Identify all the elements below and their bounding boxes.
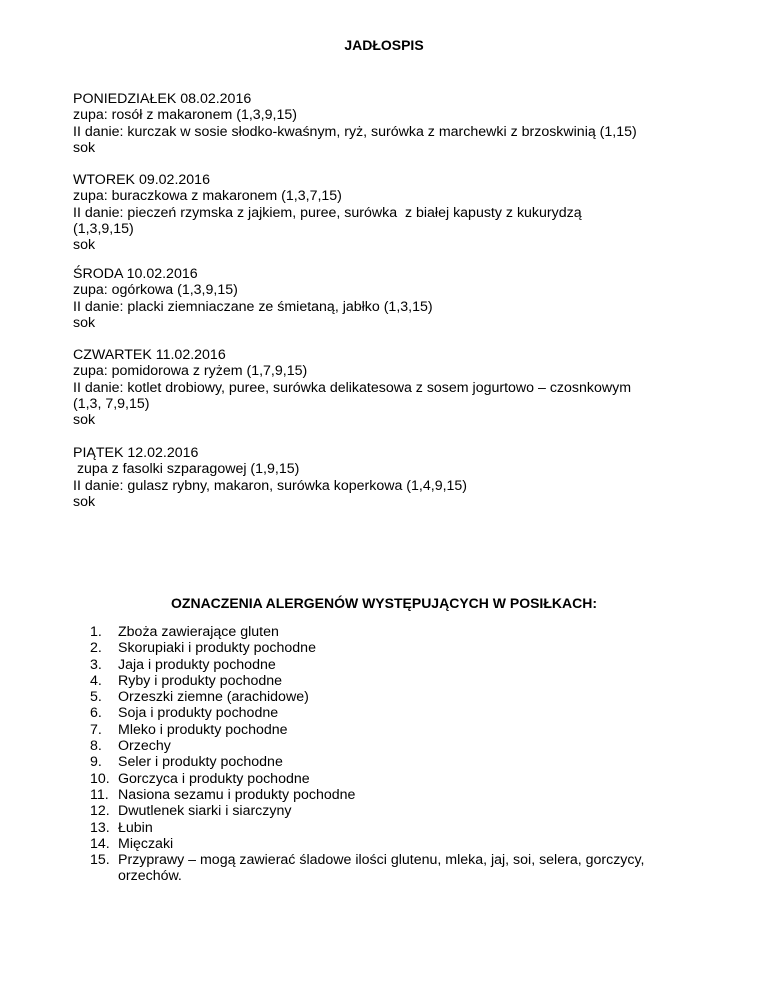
day-main-course: II danie: kotlet drobiowy, puree, surówka delikatesowa z sosem jogurtowo – czosnkowym bbox=[73, 379, 632, 396]
list-item bbox=[90, 852, 710, 885]
list-item-number: 9. bbox=[90, 754, 102, 771]
day-main-course-allergens: (1,3, 7,9,15) bbox=[73, 395, 150, 412]
day-main-course: II danie: placki ziemniaczane ze śmietaną, jabłko (1,3,15) bbox=[73, 298, 433, 315]
list-item-text: Skorupiaki i produkty pochodne bbox=[118, 640, 316, 657]
list-item-text: Dwutlenek siarki i siarczyny bbox=[118, 803, 292, 820]
list-item-text: Mleko i produkty pochodne bbox=[118, 721, 288, 738]
day-soup: zupa: pomidorowa z ryżem (1,7,9,15) bbox=[73, 363, 308, 380]
day-tuesday bbox=[73, 172, 713, 253]
day-thursday bbox=[73, 347, 713, 428]
day-drink: sok bbox=[73, 237, 96, 254]
day-main-course-allergens: (1,3,9,15) bbox=[73, 220, 134, 237]
list-item bbox=[90, 754, 710, 770]
page-title: JADŁOSPIS bbox=[344, 37, 424, 53]
list-item-text: Gorczyca i produkty pochodne bbox=[118, 770, 310, 787]
list-item-text: Przyprawy – mogą zawierać śladowe ilości glutenu, mleka, jaj, soi, selera, gorczycy, orzechów. bbox=[118, 852, 645, 885]
day-header: PONIEDZIAŁEK 08.02.2016 bbox=[73, 91, 252, 107]
day-drink: sok bbox=[73, 412, 96, 429]
list-item-text: Soja i produkty pochodne bbox=[118, 705, 279, 722]
list-item-text: Jaja i produkty pochodne bbox=[118, 656, 276, 673]
day-drink: sok bbox=[73, 314, 96, 331]
list-item-number: 2. bbox=[90, 640, 102, 657]
day-main-course: II danie: gulasz rybny, makaron, surówka koperkowa (1,4,9,15) bbox=[73, 477, 468, 494]
day-header: CZWARTEK 11.02.2016 bbox=[73, 347, 226, 363]
list-item-text: Orzechy bbox=[118, 738, 171, 755]
list-item bbox=[90, 657, 710, 673]
list-item-number: 4. bbox=[90, 672, 102, 689]
list-item bbox=[90, 640, 710, 656]
day-drink: sok bbox=[73, 493, 96, 510]
day-friday bbox=[73, 445, 713, 510]
day-header: ŚRODA 10.02.2016 bbox=[73, 266, 198, 282]
list-item-number: 13. bbox=[90, 819, 110, 836]
list-item bbox=[90, 689, 710, 705]
list-item-text: Zboża zawierające gluten bbox=[118, 624, 279, 640]
list-item bbox=[90, 836, 710, 852]
day-soup: zupa: rosół z makaronem (1,3,9,15) bbox=[73, 107, 297, 124]
list-item-text: Seler i produkty pochodne bbox=[118, 754, 283, 771]
day-drink: sok bbox=[73, 139, 96, 156]
list-item bbox=[90, 722, 710, 738]
list-item-number: 11. bbox=[90, 786, 109, 803]
list-item-text: Łubin bbox=[118, 819, 153, 836]
list-item-text: Nasiona sezamu i produkty pochodne bbox=[118, 786, 356, 803]
list-item bbox=[90, 787, 710, 803]
list-item-number: 3. bbox=[90, 656, 102, 673]
list-item bbox=[90, 624, 710, 640]
allergens-heading: OZNACZENIA ALERGENÓW WYSTĘPUJĄCYCH W POSIŁKACH: bbox=[171, 595, 597, 611]
day-soup: zupa: ogórkowa (1,3,9,15) bbox=[73, 282, 238, 299]
list-item-text: Orzeszki ziemne (arachidowe) bbox=[118, 689, 309, 706]
list-item bbox=[90, 673, 710, 689]
day-soup: zupa z fasolki szparagowej (1,9,15) bbox=[73, 461, 300, 478]
day-main-course: II danie: pieczeń rzymska z jajkiem, puree, surówka z białej kapusty z kukurydzą bbox=[73, 204, 582, 221]
list-item bbox=[90, 820, 710, 836]
day-soup: zupa: buraczkowa z makaronem (1,3,7,15) bbox=[73, 188, 342, 205]
list-item-number: 12. bbox=[90, 803, 110, 820]
list-item-text: Ryby i produkty pochodne bbox=[118, 672, 283, 689]
list-item-number: 7. bbox=[90, 721, 102, 738]
allergens-list bbox=[90, 624, 710, 885]
list-item-number: 1. bbox=[90, 624, 102, 640]
day-wednesday bbox=[73, 266, 713, 331]
list-item-number: 15. bbox=[90, 852, 110, 869]
day-header: WTOREK 09.02.2016 bbox=[73, 172, 210, 188]
list-item-number: 6. bbox=[90, 705, 102, 722]
list-item-number: 5. bbox=[90, 689, 102, 706]
list-item bbox=[90, 738, 710, 754]
list-item bbox=[90, 803, 710, 819]
list-item-number: 14. bbox=[90, 835, 110, 852]
list-item-number: 8. bbox=[90, 738, 102, 755]
day-main-course: II danie: kurczak w sosie słodko-kwaśnym, ryż, surówka z marchewki z brzoskwinią (1,15) bbox=[73, 123, 637, 140]
list-item bbox=[90, 705, 710, 721]
list-item-text: Mięczaki bbox=[118, 835, 174, 852]
list-item-number: 10. bbox=[90, 770, 110, 787]
list-item bbox=[90, 771, 710, 787]
day-monday bbox=[73, 91, 713, 156]
day-header: PIĄTEK 12.02.2016 bbox=[73, 445, 199, 461]
